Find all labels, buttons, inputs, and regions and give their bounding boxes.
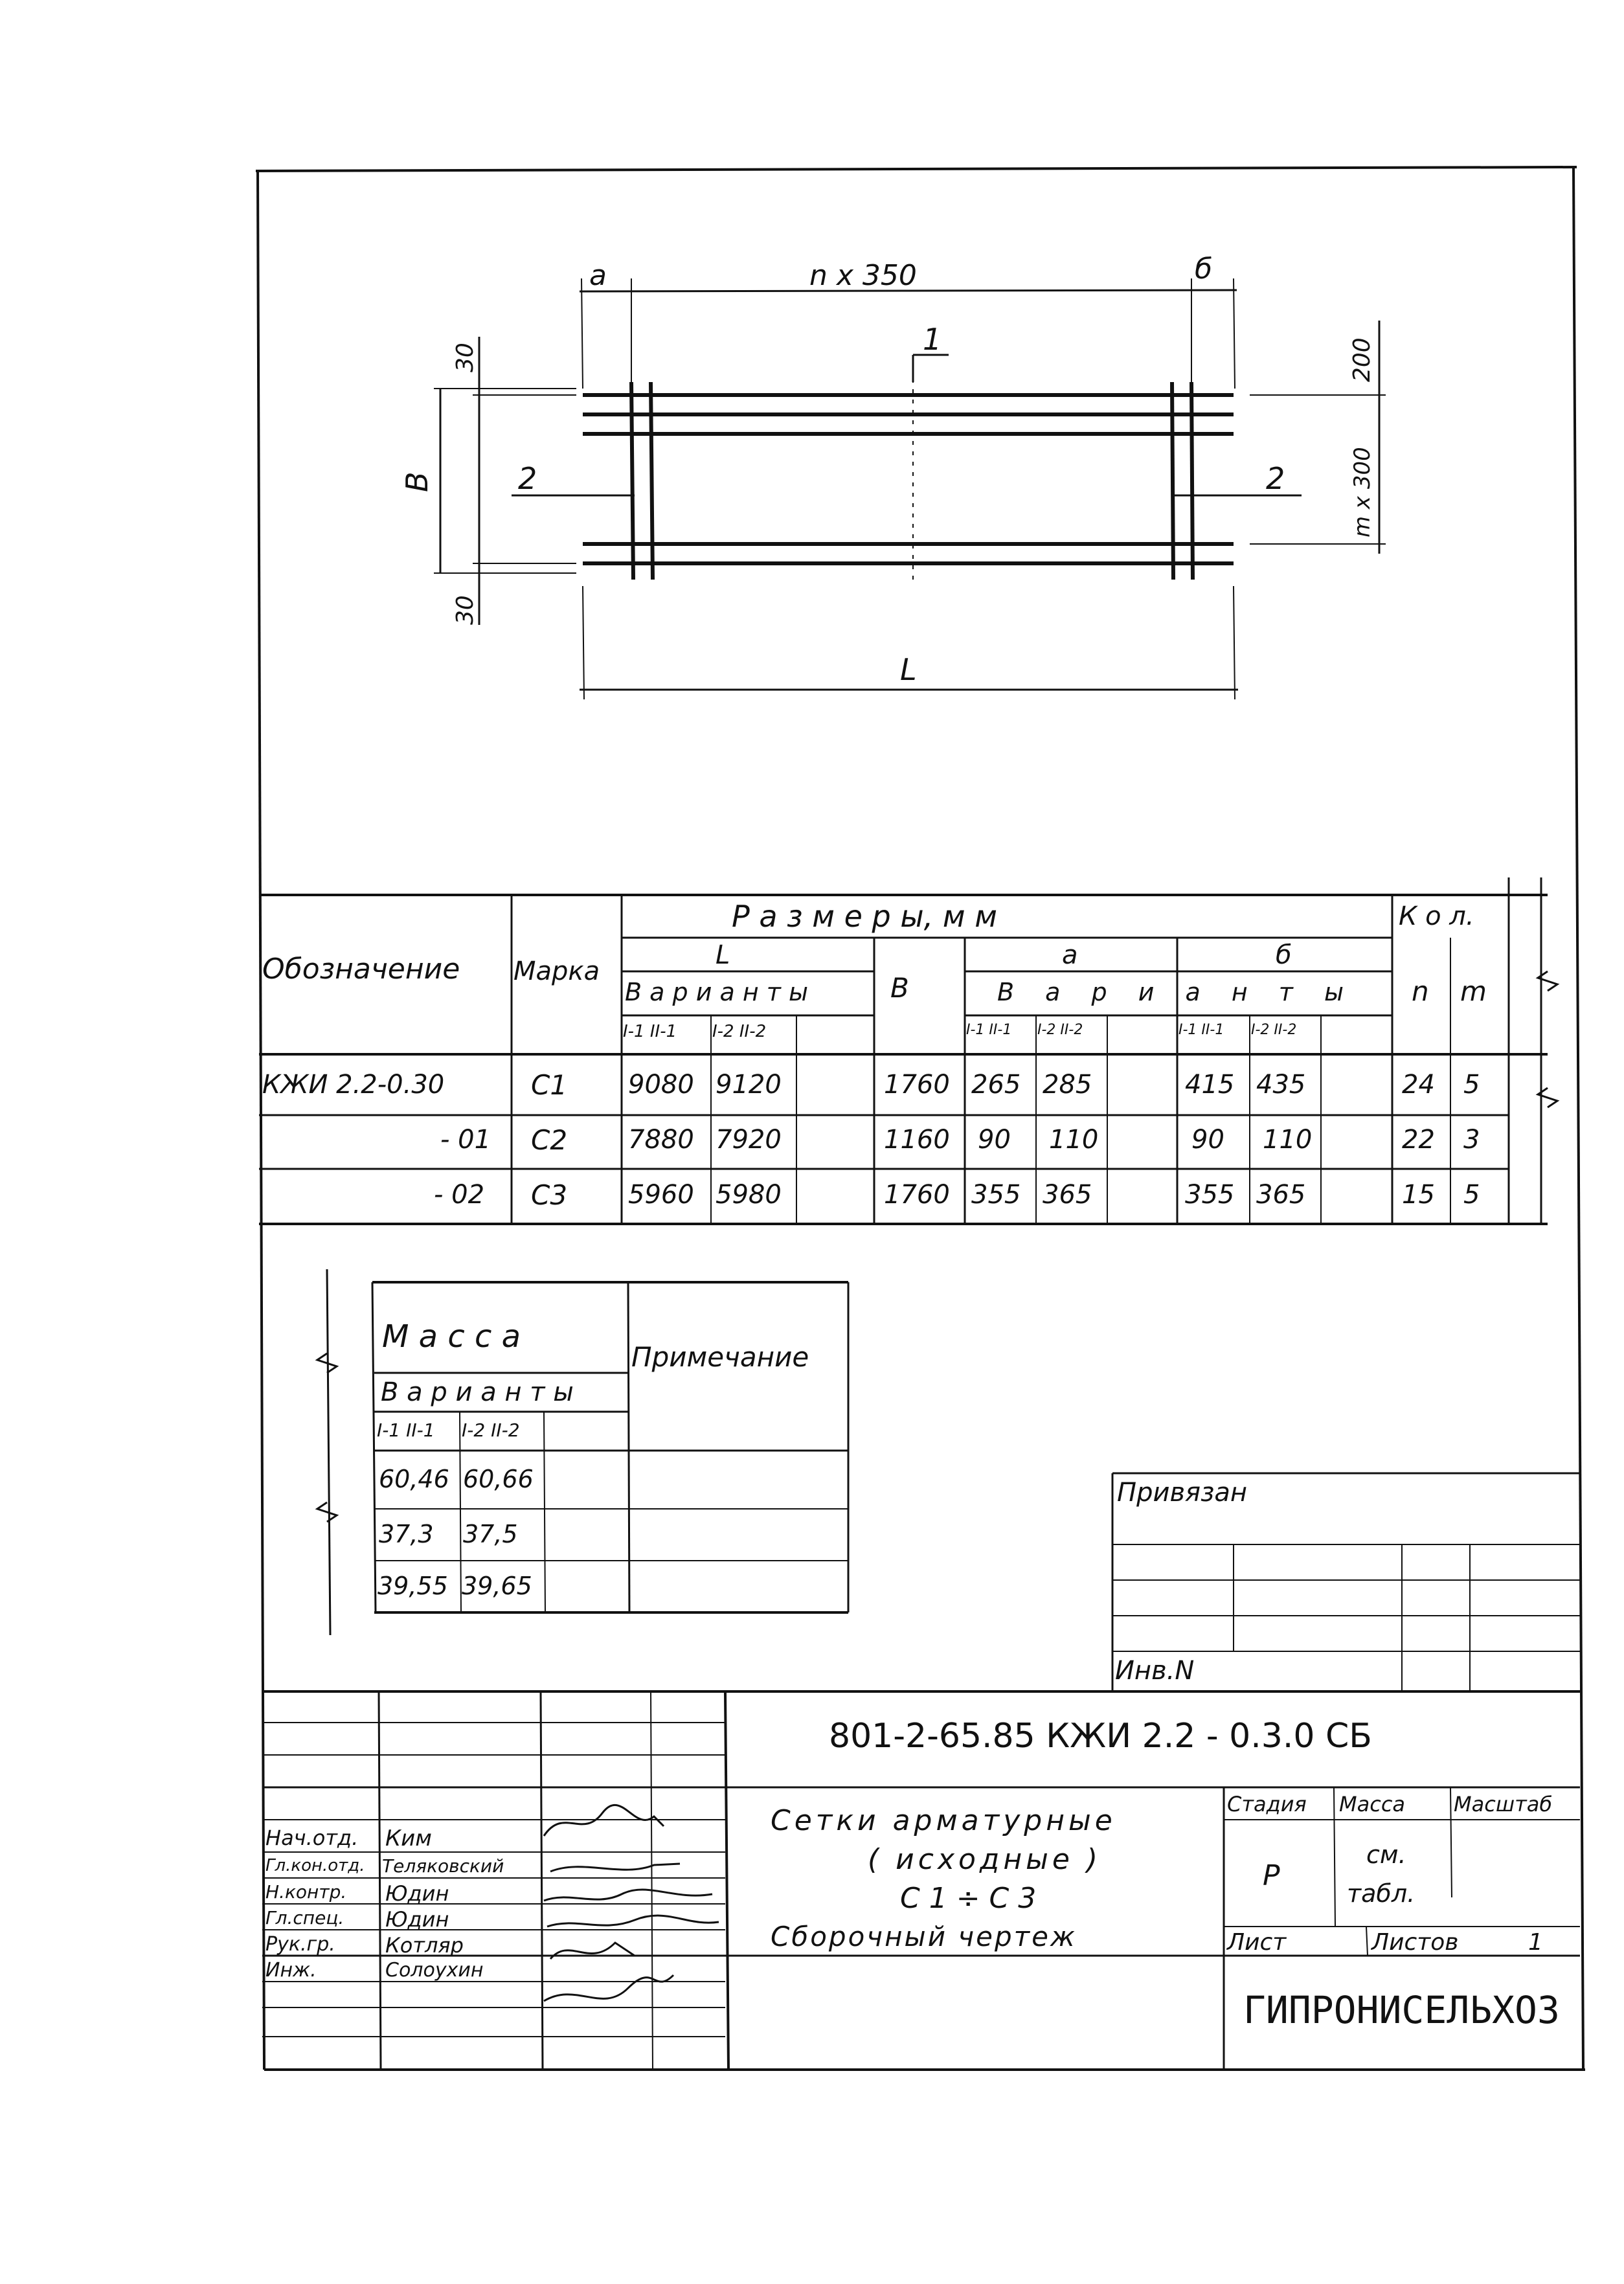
document-name-line1: Сетки арматурные — [771, 1804, 1116, 1837]
person-name-2: Теляковский — [382, 1855, 504, 1877]
row2-L2: 7920 — [716, 1125, 782, 1155]
mass-value-line1: см. — [1366, 1840, 1406, 1869]
mass-row1-v1: 60,46 — [379, 1465, 449, 1493]
document-name-line2: ( исходные ) — [868, 1843, 1102, 1876]
stage-label: Стадия — [1227, 1792, 1307, 1816]
row2-mark: С2 — [531, 1124, 568, 1156]
position-2-right-label: 2 — [1266, 461, 1285, 496]
row3-a1: 355 — [971, 1180, 1021, 1210]
row2-b2: 110 — [1263, 1125, 1313, 1155]
variant-L2-header: I-2 II-2 — [712, 1022, 767, 1041]
row2-designation: - 01 — [440, 1125, 491, 1155]
variants-ab-header: В а р и а н т ы — [997, 978, 1355, 1006]
mass-variant-2: I-2 II-2 — [462, 1419, 520, 1441]
row3-b1: 355 — [1185, 1180, 1235, 1210]
row3-mark: С3 — [531, 1179, 568, 1211]
inventory-number-label: Инв.N — [1115, 1656, 1195, 1686]
dim-200-label: 200 — [1349, 337, 1375, 382]
person-role-3: Н.контр. — [265, 1881, 347, 1903]
row2-a1: 90 — [978, 1125, 1011, 1155]
row1-L2: 9120 — [716, 1070, 782, 1100]
col-B-header: В — [890, 972, 909, 1004]
row2-B: 1160 — [884, 1125, 950, 1155]
variant-b1-header: I-1 II-1 — [1179, 1022, 1224, 1038]
sheets-label: Листов — [1371, 1929, 1459, 1956]
person-name-3: Юдин — [385, 1881, 449, 1906]
dim-B-label: В — [400, 471, 434, 492]
sheet-label: Лист — [1227, 1929, 1287, 1956]
dim-L-label: L — [900, 652, 917, 687]
row1-a1: 265 — [971, 1070, 1021, 1100]
mass-row3-v1: 39,55 — [378, 1572, 448, 1600]
scale-label: Масштаб — [1454, 1792, 1553, 1816]
mass-value-line2: табл. — [1347, 1879, 1415, 1908]
mass-note-header: Примечание — [631, 1341, 809, 1373]
sub-L-header: L — [716, 940, 730, 970]
mass-row2-v1: 37,3 — [379, 1520, 434, 1548]
row2-m: 3 — [1463, 1125, 1480, 1155]
group-qty-header: К о л. — [1399, 901, 1474, 931]
row3-b2: 365 — [1256, 1180, 1306, 1210]
dim-top-label: n x 350 — [809, 259, 917, 292]
row3-L1: 5960 — [628, 1180, 694, 1210]
mass-variants-header: В а р и а н т ы — [381, 1377, 574, 1407]
signatures — [544, 1805, 719, 2001]
person-role-4: Гл.спец. — [265, 1907, 344, 1928]
person-name-1: Ким — [385, 1826, 432, 1851]
col-m-header: m — [1460, 975, 1487, 1007]
dim-a-label: а — [589, 259, 607, 292]
organization-name: ГИПРОНИСЕЛЬХОЗ — [1243, 1988, 1560, 2032]
mass-variant-1: I-1 II-1 — [377, 1419, 435, 1441]
row1-n: 24 — [1402, 1070, 1435, 1100]
dim-30-top-label: 30 — [452, 343, 479, 372]
person-role-1: Нач.отд. — [265, 1826, 359, 1850]
person-name-6: Солоухин — [385, 1959, 484, 1982]
row2-a2: 110 — [1049, 1125, 1099, 1155]
variants-L-header: В а р и а н т ы — [625, 978, 808, 1006]
stage-value: Р — [1263, 1859, 1280, 1892]
person-role-6: Инж. — [265, 1959, 317, 1982]
mass-row2-v2: 37,5 — [463, 1520, 518, 1548]
sub-a-header: а — [1062, 940, 1078, 970]
dim-m300-label: m x 300 — [1349, 447, 1375, 537]
col-mark-header: Марка — [513, 956, 600, 986]
row2-b1: 90 — [1191, 1125, 1224, 1155]
variant-b2-header: I-2 II-2 — [1251, 1022, 1297, 1038]
row1-m: 5 — [1463, 1070, 1480, 1100]
mesh-drawing — [434, 278, 1386, 699]
document-name-line3: С 1 ÷ С 3 — [900, 1882, 1037, 1915]
group-sizes-header: Р а з м е р ы, м м — [732, 899, 997, 934]
person-role-2: Гл.кон.отд. — [265, 1856, 365, 1875]
row3-designation: - 02 — [434, 1180, 485, 1210]
sheets-value: 1 — [1528, 1929, 1543, 1956]
mass-row3-v2: 39,65 — [462, 1572, 532, 1600]
row3-B: 1760 — [884, 1180, 950, 1210]
row1-b2: 435 — [1256, 1070, 1306, 1100]
mass-row1-v2: 60,66 — [463, 1465, 534, 1493]
sub-b-header: б — [1276, 940, 1292, 970]
position-1-label: 1 — [923, 322, 942, 357]
dim-b-label: б — [1195, 253, 1213, 286]
row3-L2: 5980 — [716, 1180, 782, 1210]
row1-mark: С1 — [531, 1069, 568, 1101]
document-code: 801-2-65.85 КЖИ 2.2 - 0.3.0 СБ — [829, 1717, 1372, 1756]
variant-a2-header: I-2 II-2 — [1037, 1022, 1083, 1038]
row3-a2: 365 — [1043, 1180, 1092, 1210]
row3-n: 15 — [1402, 1180, 1435, 1210]
row1-a2: 285 — [1043, 1070, 1092, 1100]
row2-L1: 7880 — [628, 1125, 694, 1155]
row1-b1: 415 — [1185, 1070, 1235, 1100]
document-name-line4: Сборочный чертеж — [771, 1921, 1077, 1952]
mass-title: М а с с а — [382, 1318, 521, 1355]
row3-m: 5 — [1463, 1180, 1480, 1210]
row1-designation: КЖИ 2.2-0.30 — [262, 1070, 445, 1100]
person-role-5: Рук.гр. — [265, 1933, 335, 1956]
variant-L1-header: I-1 II-1 — [623, 1022, 677, 1041]
row1-B: 1760 — [884, 1070, 950, 1100]
sheet-frame — [256, 167, 1585, 2070]
binding-title: Привязан — [1117, 1478, 1248, 1508]
dim-30-bottom-label: 30 — [452, 595, 479, 625]
mass-label: Масса — [1339, 1792, 1406, 1816]
position-2-left-label: 2 — [518, 461, 537, 496]
person-name-4: Юдин — [385, 1907, 449, 1932]
variant-a1-header: I-1 II-1 — [966, 1022, 1012, 1038]
row1-L1: 9080 — [628, 1070, 694, 1100]
col-n-header: n — [1412, 975, 1429, 1007]
person-name-5: Котляр — [385, 1933, 464, 1958]
col-designation-header: Обозначение — [262, 953, 460, 986]
row2-n: 22 — [1402, 1125, 1435, 1155]
